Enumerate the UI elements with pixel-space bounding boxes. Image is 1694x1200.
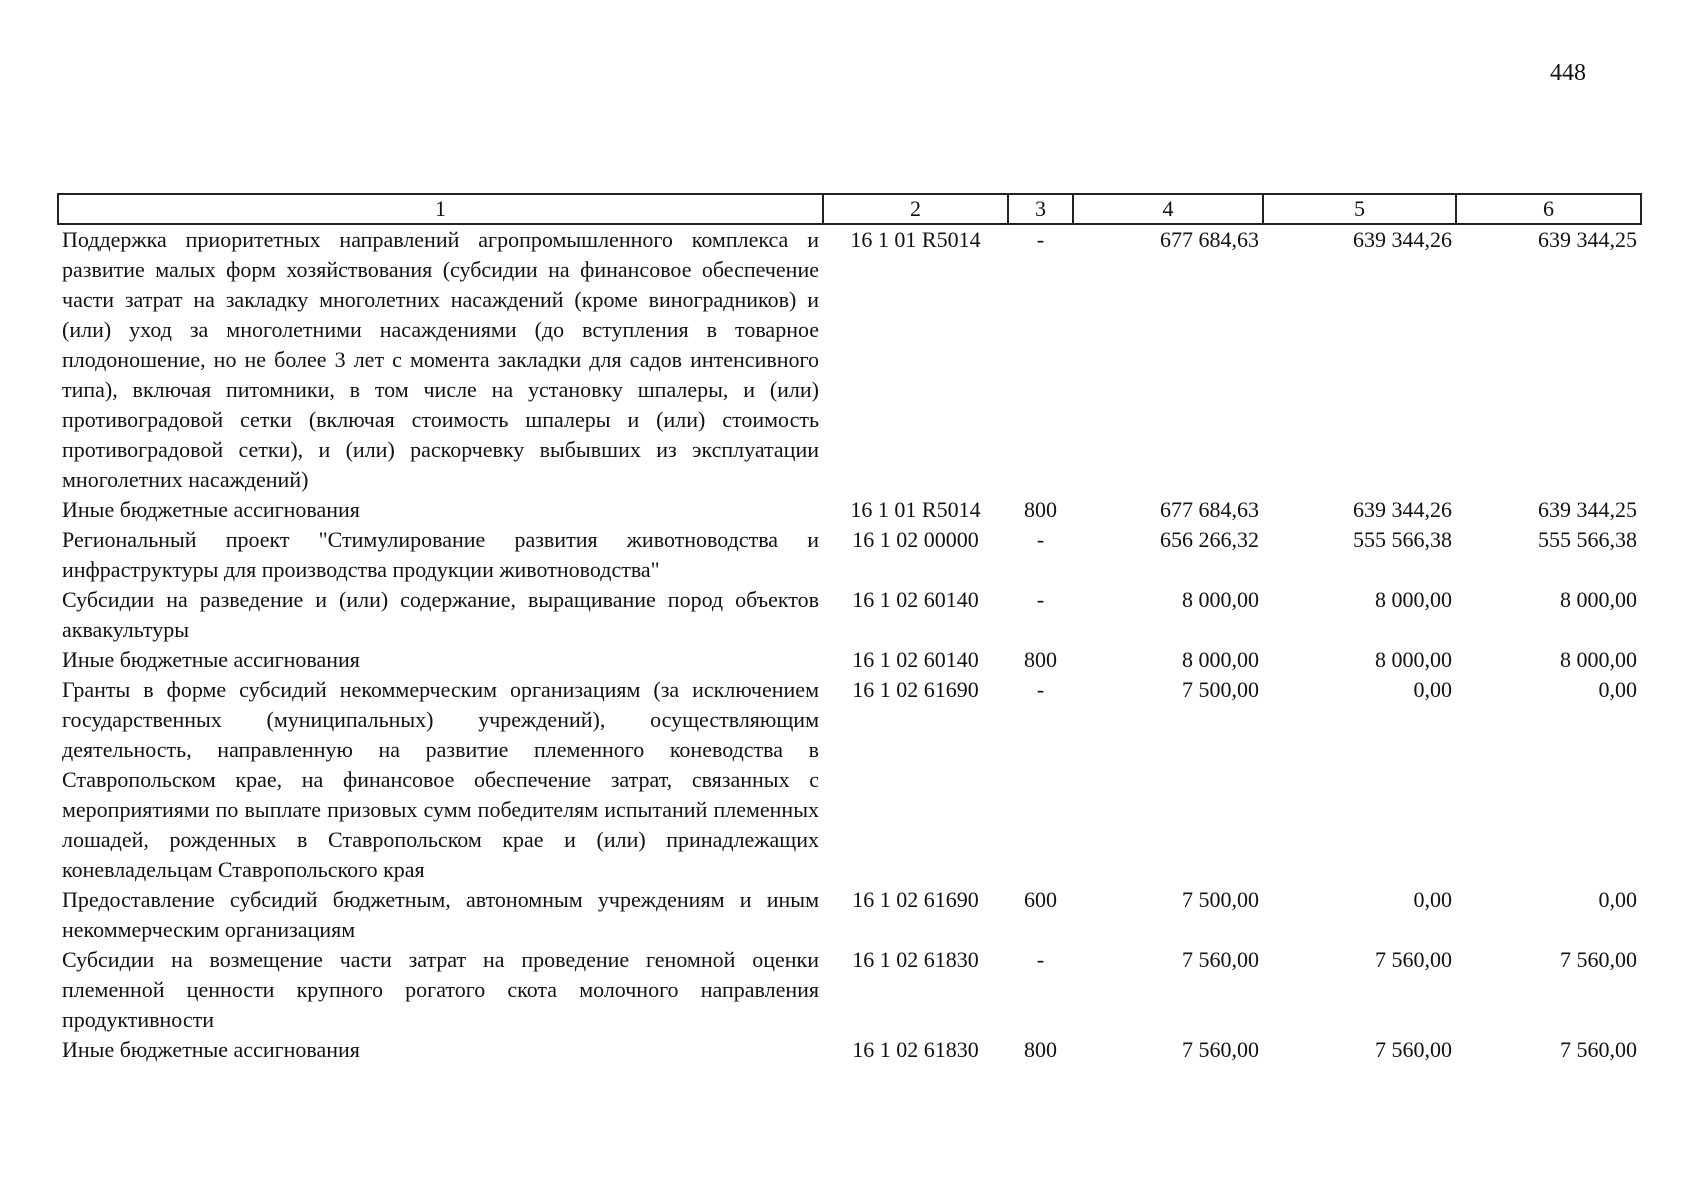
row-code: 16 1 02 61690 <box>852 677 979 702</box>
header-row <box>58 194 1641 224</box>
header-col-1: 1 <box>58 194 823 224</box>
row-name: Иные бюджетные ассигнования <box>62 1037 360 1062</box>
row-value-col6: 639 344,25 <box>1538 227 1637 252</box>
row-value-col5: 0,00 <box>1413 887 1452 912</box>
row-code: 16 1 02 00000 <box>852 527 979 552</box>
row-name: Предоставление субсидий бюджетным, автономным учреждениям и иным некоммерческим организациям <box>62 887 819 942</box>
budget-table <box>57 193 1642 1065</box>
table-row <box>58 945 1641 1035</box>
row-code: 16 1 02 60140 <box>852 587 979 612</box>
row-type: - <box>1036 587 1045 612</box>
row-code: 16 1 02 61830 <box>852 1037 979 1062</box>
row-value-col4: 656 266,32 <box>1160 527 1259 552</box>
row-value-col6: 555 566,38 <box>1538 527 1637 552</box>
header-col-4: 4 <box>1073 194 1263 224</box>
row-value-col6: 0,00 <box>1598 887 1637 912</box>
table-row <box>58 525 1641 585</box>
row-value-col5: 555 566,38 <box>1353 527 1452 552</box>
row-value-col5: 639 344,26 <box>1353 227 1452 252</box>
row-type: - <box>1036 677 1045 702</box>
row-type: 800 <box>1024 647 1057 672</box>
row-type: 800 <box>1024 1037 1057 1062</box>
row-name: Поддержка приоритетных направлений агропромышленного комплекса и развитие малых форм хозяйствования (субсидии на финансовое обеспечение части затрат на закладку многолетних насаждений (кроме виноградников) и (или) уход за многолетними насаждениями (до вступления в товарное плодоношение, но не более 3 лет с момента закладки для садов интенсивного типа), включая питомники, в том числе на установку шпалеры, и (или) противоградовой сетки (включая стоимость шпалеры и (или) стоимость противоградовой сетки), и (или) раскорчевку выбывших из эксплуатации многолетних насаждений) <box>62 227 819 492</box>
row-value-col5: 7 560,00 <box>1375 1037 1452 1062</box>
row-value-col5: 7 560,00 <box>1375 947 1452 972</box>
table-header <box>58 194 1641 224</box>
header-col-3: 3 <box>1008 194 1073 224</box>
row-code: 16 1 02 60140 <box>852 647 979 672</box>
row-type: - <box>1036 227 1045 252</box>
table-row <box>58 224 1641 495</box>
row-name: Региональный проект "Стимулирование развития животноводства и инфраструктуры для производства продукции животноводства" <box>62 527 819 582</box>
row-value-col6: 639 344,25 <box>1538 497 1637 522</box>
row-value-col4: 677 684,63 <box>1160 497 1259 522</box>
row-type: - <box>1036 947 1045 972</box>
row-value-col4: 7 500,00 <box>1182 677 1259 702</box>
row-name: Гранты в форме субсидий некоммерческим организациям (за исключением государственных (муниципальных) учреждений), осуществляющим деятельность, направленную на развитие племенного коневодства в Ставропольском крае, на финансовое обеспечение затрат, связанных с мероприятиями по выплате призовых сумм победителям испытаний племенных лошадей, рожденных в Ставропольском крае и (или) принадлежащих коневладельцам Ставропольского края <box>62 677 819 882</box>
row-name: Субсидии на возмещение части затрат на проведение геномной оценки племенной ценности крупного рогатого скота молочного направления продуктивности <box>62 947 819 1032</box>
header-col-5: 5 <box>1263 194 1456 224</box>
row-type: - <box>1036 527 1045 552</box>
row-value-col5: 8 000,00 <box>1375 587 1452 612</box>
row-value-col6: 8 000,00 <box>1560 647 1637 672</box>
table-row <box>58 885 1641 945</box>
table-row <box>58 585 1641 645</box>
page-number: 448 <box>1550 60 1586 86</box>
row-value-col4: 8 000,00 <box>1182 647 1259 672</box>
row-name: Иные бюджетные ассигнования <box>62 497 360 522</box>
row-name: Субсидии на разведение и (или) содержание, выращивание пород объектов аквакультуры <box>62 587 819 642</box>
table-row <box>58 645 1641 675</box>
table-row <box>58 495 1641 525</box>
row-code: 16 1 01 R5014 <box>850 497 981 522</box>
table-body <box>58 224 1641 1065</box>
table-row <box>58 675 1641 885</box>
row-value-col4: 7 560,00 <box>1182 1037 1259 1062</box>
row-value-col6: 8 000,00 <box>1560 587 1637 612</box>
row-code: 16 1 02 61690 <box>852 887 979 912</box>
row-code: 16 1 02 61830 <box>852 947 979 972</box>
row-value-col5: 8 000,00 <box>1375 647 1452 672</box>
row-value-col6: 7 560,00 <box>1560 947 1637 972</box>
row-name: Иные бюджетные ассигнования <box>62 647 360 672</box>
row-value-col5: 0,00 <box>1413 677 1452 702</box>
row-code: 16 1 01 R5014 <box>850 227 981 252</box>
header-col-6: 6 <box>1456 194 1641 224</box>
row-value-col4: 677 684,63 <box>1160 227 1259 252</box>
row-value-col4: 7 560,00 <box>1182 947 1259 972</box>
table-row <box>58 1035 1641 1065</box>
row-value-col6: 0,00 <box>1598 677 1637 702</box>
row-value-col5: 639 344,26 <box>1353 497 1452 522</box>
row-value-col6: 7 560,00 <box>1560 1037 1637 1062</box>
row-value-col4: 8 000,00 <box>1182 587 1259 612</box>
header-col-2: 2 <box>823 194 1008 224</box>
row-value-col4: 7 500,00 <box>1182 887 1259 912</box>
row-type: 600 <box>1024 887 1057 912</box>
row-type: 800 <box>1024 497 1057 522</box>
